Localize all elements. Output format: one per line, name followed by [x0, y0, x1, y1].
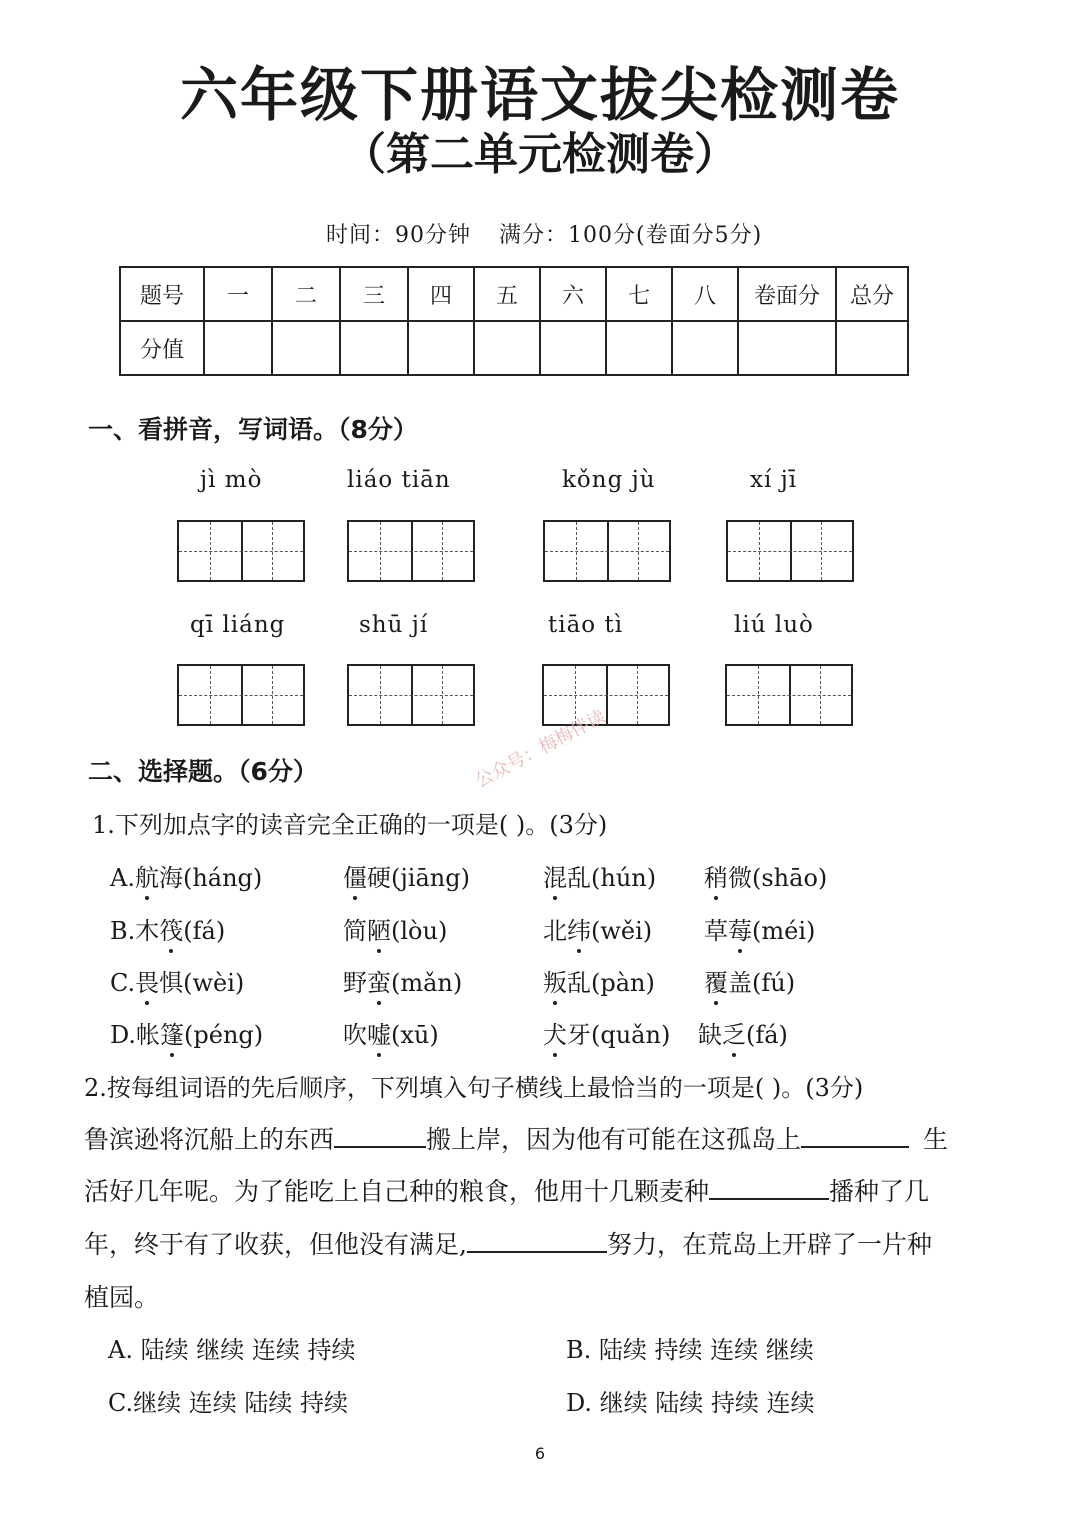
option-d-item: 吹嘘(xū) [343, 1015, 439, 1050]
score-value-cell[interactable] [738, 321, 836, 375]
score-header-cell: 四 [408, 267, 474, 321]
score-value-cell[interactable] [540, 321, 606, 375]
section2-heading: 二、选择题。（6分） [88, 757, 318, 786]
pinyin-label: xí jī [750, 467, 798, 493]
score-header-cell: 二 [272, 267, 340, 321]
option-c-item: 叛乱(pàn) [543, 963, 655, 998]
fill-blank[interactable] [709, 1176, 829, 1200]
writing-grid[interactable] [725, 664, 853, 726]
writing-grid[interactable] [177, 520, 305, 582]
option-b-item: 北纬(wěi) [543, 911, 652, 946]
pinyin-label: kǒng jù [562, 467, 656, 493]
pinyin-label: qī liáng [190, 612, 286, 638]
exam-meta [326, 218, 762, 249]
score-value-cell[interactable] [204, 321, 272, 375]
option-b-item: B.木筏(fá) [110, 911, 225, 946]
passage-line: 活好几年呢。为了能吃上自己种的粮食，他用十几颗麦种 播种了几 [84, 1177, 930, 1206]
exam-full-score: 满分：100分(卷面分5分) [499, 223, 763, 248]
score-value-cell[interactable] [836, 321, 908, 375]
score-header-cell: 六 [540, 267, 606, 321]
score-header-cell: 卷面分 [738, 267, 836, 321]
score-header-cell: 一 [204, 267, 272, 321]
score-header-cell: 三 [340, 267, 408, 321]
option-c-item: 野蛮(mǎn) [343, 963, 462, 998]
fill-blank[interactable] [467, 1229, 607, 1253]
writing-grid[interactable] [177, 664, 305, 726]
page-subtitle: （第二单元检测卷） [342, 129, 738, 180]
writing-grid[interactable] [726, 520, 854, 582]
option-d-item: 犬牙(quǎn) [543, 1015, 670, 1050]
option-d-item: D.帐篷(péng) [110, 1015, 263, 1050]
score-value-cell[interactable] [606, 321, 672, 375]
option-a-item: A.航海(háng) [110, 858, 262, 893]
score-header-cell: 七 [606, 267, 672, 321]
pinyin-label: jì mò [200, 467, 263, 493]
writing-grid[interactable] [347, 520, 475, 582]
score-header-cell: 总分 [836, 267, 908, 321]
option-a[interactable]: A. 陆续 继续 连续 持续 [108, 1336, 356, 1364]
score-value-cell[interactable] [408, 321, 474, 375]
pinyin-label: tiāo tì [548, 612, 624, 638]
watermark: 公众号：梅梅伴读 [471, 705, 609, 793]
option-a-item: 混乱(hún) [543, 858, 656, 893]
score-row-label: 分值 [120, 321, 204, 375]
score-value-cell[interactable] [474, 321, 540, 375]
option-a-item: 稍微(shāo) [704, 858, 827, 893]
score-header-cell: 五 [474, 267, 540, 321]
option-d[interactable]: D. 继续 陆续 持续 连续 [566, 1389, 815, 1417]
score-value-cell[interactable] [272, 321, 340, 375]
pinyin-label: shū jí [359, 612, 429, 638]
option-b-item: 草莓(méi) [704, 911, 815, 946]
question-2-stem: 2.按每组词语的先后顺序，下列填入句子横线上最恰当的一项是( )。(3分) [84, 1074, 864, 1102]
exam-time: 时间：90分钟 [326, 223, 471, 248]
writing-grid[interactable] [347, 664, 475, 726]
passage-line: 鲁滨逊将沉船上的东西 搬上岸，因为他有可能在这孤岛上 生 [84, 1125, 949, 1154]
score-table-header-row [120, 267, 908, 321]
passage-line: 年，终于有了收获，但他没有满足, 努力，在荒岛上开辟了一片种 [84, 1230, 932, 1259]
question-1-stem: 1.下列加点字的读音完全正确的一项是( )。(3分) [92, 811, 608, 839]
score-value-cell[interactable] [340, 321, 408, 375]
option-b[interactable]: B. 陆续 持续 连续 继续 [566, 1336, 814, 1364]
score-header-cell: 八 [672, 267, 738, 321]
option-a-item: 僵硬(jiāng) [343, 858, 470, 893]
fill-blank[interactable] [801, 1124, 909, 1148]
score-table-value-row [120, 321, 908, 375]
page-number: 6 [534, 1444, 546, 1463]
pinyin-label: liú luò [734, 612, 814, 638]
fill-blank[interactable] [334, 1124, 426, 1148]
score-header-cell: 题号 [120, 267, 204, 321]
option-c-item: 覆盖(fú) [704, 963, 795, 998]
option-b-item: 简陋(lòu) [343, 911, 447, 946]
writing-grid[interactable] [543, 520, 671, 582]
section1-heading: 一、看拼音，写词语。（8分） [88, 415, 418, 444]
score-table [119, 266, 909, 376]
writing-grid[interactable] [542, 664, 670, 726]
score-value-cell[interactable] [672, 321, 738, 375]
passage-line: 植园。 [84, 1283, 160, 1312]
option-c-item: C.畏惧(wèi) [110, 963, 244, 998]
option-c[interactable]: C.继续 连续 陆续 持续 [108, 1389, 349, 1417]
option-d-item: 缺乏(fá) [698, 1015, 788, 1050]
pinyin-label: liáo tiān [347, 467, 451, 493]
page-title: 六年级下册语文拔尖检测卷 [179, 61, 900, 129]
